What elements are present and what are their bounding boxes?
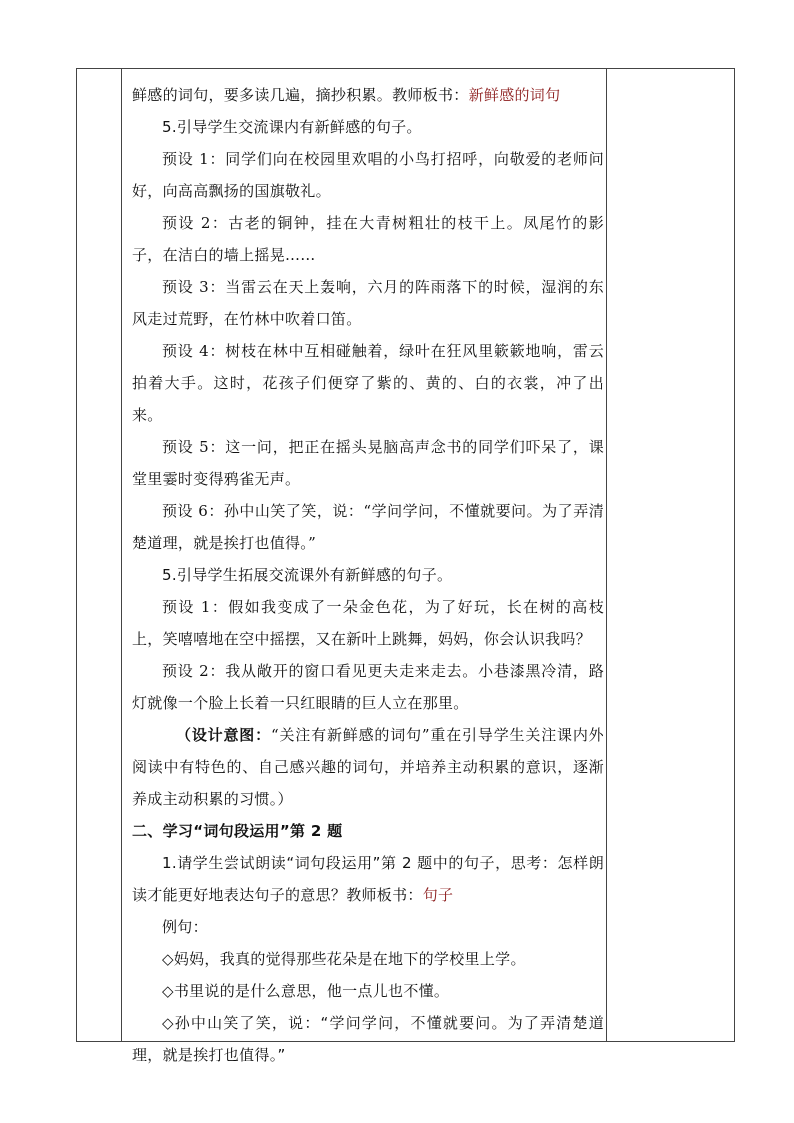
lesson-content-cell — [126, 69, 610, 1064]
design-intent — [132, 719, 604, 815]
section-heading: 二、学习“词句段运用”第 2 题 — [132, 822, 343, 840]
preset-paragraph: 预设 4：树枝在林中互相碰触着，绿叶在狂风里簌簌地响，雷云拍着大手。这时，花孩子们便穿了紫的、黄的、白的衣裳，冲了出来。 — [132, 342, 604, 424]
text-line — [132, 847, 604, 911]
text-span: 1.请学生尝试朗读“词句段运用”第 2 题中的句子，思考：怎样朗读才能更好地表达句子的意思？教师板书： — [132, 854, 604, 904]
example-sentence: ◇书里说的是什么意思，他一点儿也不懂。 — [162, 982, 450, 1000]
preset-paragraph: 预设 6：孙中山笑了笑，说：“学问学问，不懂就要问。为了弄清楚道理，就是挨打也值得。” — [132, 502, 604, 552]
example-sentence: ◇孙中山笑了笑，说：“学问学问，不懂就要问。为了弄清楚道理，就是挨打也值得。” — [132, 1014, 604, 1064]
preset-paragraph: 预设 1：假如我变成了一朵金色花，为了好玩，长在树的高枝上，笑嘻嘻地在空中摇摆，又在新叶上跳舞，妈妈，你会认识我吗？ — [132, 598, 604, 648]
example-label: 例句： — [162, 918, 208, 936]
text-span: 鲜感的词句，要多读几遍，摘抄积累。教师板书： — [132, 86, 469, 104]
step-heading: 5.引导学生交流课内有新鲜感的句子。 — [162, 118, 422, 136]
column-divider-left — [121, 69, 122, 1041]
preset-paragraph: 预设 1：同学们向在校园里欢唱的小鸟打招呼，向敬爱的老师问好，向高高飘扬的国旗敬礼。 — [132, 150, 604, 200]
example-sentence: ◇妈妈，我真的觉得那些花朵是在地下的学校里上学。 — [162, 950, 526, 968]
design-intent-body: “关注有新鲜感的词句”重在引导学生关注课内外阅读中有特色的、自己感兴趣的词句，并培养主动积累的意识，逐渐养成主动积累的习惯。） — [132, 726, 604, 808]
preset-paragraph: 预设 2：我从敞开的窗口看见更夫走来走去。小巷漆黑冷清，路灯就像一个脸上长着一只红眼睛的巨人立在那里。 — [132, 662, 604, 712]
board-note: 新鲜感的词句 — [468, 86, 561, 104]
step-heading: 5.引导学生拓展交流课外有新鲜感的句子。 — [162, 566, 453, 584]
preset-paragraph: 预设 3：当雷云在天上轰响，六月的阵雨落下的时候，湿润的东风走过荒野，在竹林中吹着口笛。 — [132, 278, 604, 328]
preset-paragraph: 预设 5：这一问，把正在摇头晃脑高声念书的同学们吓呆了，课堂里霎时变得鸦雀无声。 — [132, 438, 604, 488]
board-note: 句子 — [422, 886, 454, 904]
design-intent-label: （设计意图： — [176, 726, 271, 744]
text-line — [132, 79, 604, 111]
preset-paragraph: 预设 2：古老的铜钟，挂在大青树粗壮的枝干上。凤尾竹的影子，在洁白的墙上摇晃…… — [132, 214, 604, 264]
lesson-table — [76, 68, 735, 1064]
